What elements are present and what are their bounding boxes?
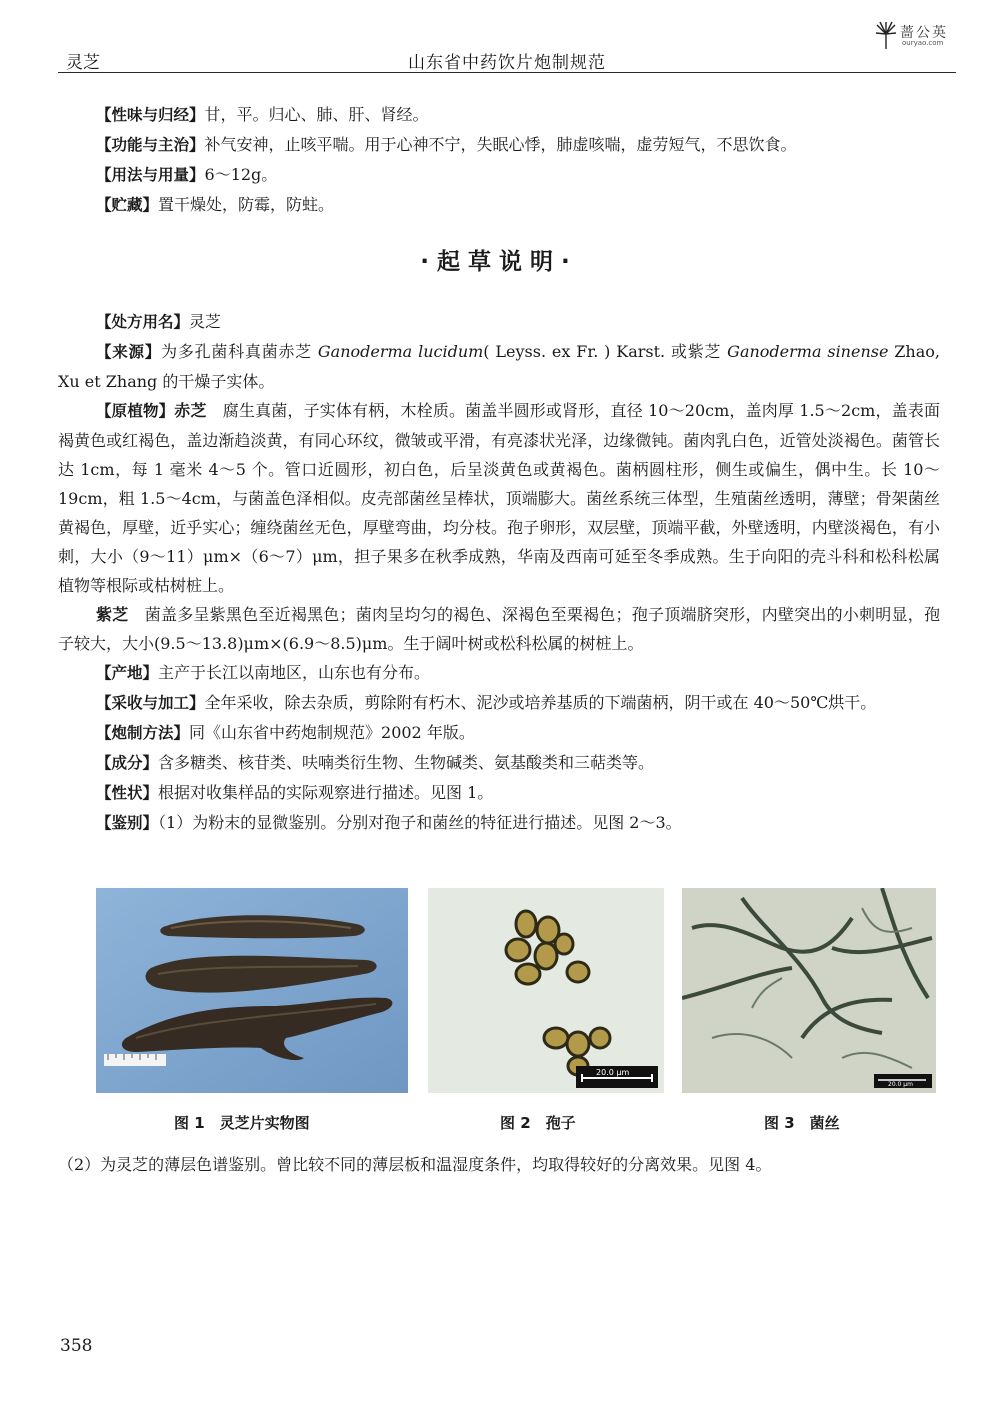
item-harvest: 【采收与加工】全年采收，除去杂质，剪除附有朽木、泥沙或培养基质的下端菌柄，阴干或在 40～50℃烘干。 (96, 693, 877, 712)
page-header (58, 22, 956, 73)
item-taste-meridian: 【性味与归经】甘，平。归心、肺、肝、肾经。 (96, 105, 429, 124)
fig2-scale-label: 20.0 μm (596, 1068, 630, 1077)
item-function: 【功能与主治】补气安神，止咳平喘。用于心神不宁，失眠心悸，肺虚咳喘，虚劳短气，不思饮食。 (96, 135, 797, 154)
figure-row (96, 888, 936, 1098)
item-original-plant-zizhi: 紫芝 菌盖多呈紫黑色至近褐黑色；菌肉呈均匀的褐色、深褐色至栗褐色；孢子顶端脐突形，内壁突出的小刺明显，孢子较大，大小(9.5～13.8)μm×(6.9～8.5)μm。生于阔叶树或松科松属的树桩上。 (58, 605, 940, 653)
tlc-paragraph: （2）为灵芝的薄层色谱鉴别。曾比较不同的薄层板和温湿度条件，均取得较好的分离效果。见图 4。 (58, 1155, 772, 1174)
caption-figure-2: 图 2 孢子 (500, 1114, 576, 1132)
item-original-plant: 【原植物】赤芝 腐生真菌，子实体有柄，木栓质。菌盖半圆形或肾形，直径 10～20cm，盖肉厚 1.5～2cm，盖表面褐黄色或红褐色，盖边渐趋淡黄，有同心环纹，微皱或平滑，有亮漆状光泽，边缘微钝。菌肉乳白色，近管处淡褐色。菌管长达 1cm，每 1 毫米 4～5 个。管口近圆形，初白色，后呈淡黄色或黄褐色。菌柄圆柱形，侧生或偏生，偶中生。长 10～19cm，粗 1.5～4cm，与菌盖色泽相似。皮壳部菌丝呈棒状，顶端膨大。菌丝系统三体型，生殖菌丝透明，薄壁；骨架菌丝黄褐色，厚壁，近乎实心；缠绕菌丝无色，厚壁弯曲，均分枝。孢子卵形，双层壁，顶端平截，外壁透明，内壁淡褐色，有小刺，大小（9～11）μm×（6～7）μm，担子果多在秋季成熟，华南及西南可延至冬季成熟。生于向阳的壳斗科和松科松属植物等根际或枯树桩上。 (58, 401, 940, 595)
dandelion-icon (874, 20, 898, 50)
figure-captions (96, 1112, 936, 1136)
caption-figure-1: 图 1 灵芝片实物图 (174, 1114, 310, 1132)
figure-2-spores (428, 888, 664, 1093)
figure-3-hyphae (682, 888, 936, 1093)
caption-figure-3: 图 3 菌丝 (764, 1114, 840, 1132)
main-content (58, 100, 940, 838)
item-storage: 【贮藏】置干燥处，防霉，防蛀。 (96, 195, 335, 214)
section-title: ·起草说明· (420, 249, 578, 275)
item-origin: 【产地】主产于长江以南地区，山东也有分布。 (96, 663, 431, 682)
logo-name: 蔷公英 (900, 25, 948, 41)
logo-url: ouryao.com (902, 39, 944, 47)
publisher-logo (874, 20, 954, 52)
page-number: 358 (60, 1336, 93, 1356)
fig3-scale-label: 20.0 μm (888, 1081, 913, 1088)
item-components: 【成分】含多糖类、核苷类、呋喃类衍生物、生物碱类、氨基酸类和三萜类等。 (96, 753, 655, 772)
item-identification: 【鉴别】（1）为粉末的显微鉴别。分别对孢子和菌丝的特征进行描述。见图 2～3。 (96, 813, 682, 832)
item-source: 【来源】为多孔菌科真菌赤芝 Ganoderma lucidum( Leyss. ex Fr. ) Karst. 或紫芝 Ganoderma sinense Zhao, Xu et Zhang 的干燥子实体。 (58, 342, 940, 391)
header-book-title: 山东省中药饮片炮制规范 (408, 53, 606, 73)
figure-1-ganoderma-slices (96, 888, 408, 1093)
item-dosage: 【用法与用量】6～12g。 (96, 165, 278, 184)
item-processing-method: 【炮制方法】同《山东省中药炮制规范》2002 年版。 (96, 723, 475, 742)
item-traits: 【性状】根据对收集样品的实际观察进行描述。见图 1。 (96, 783, 494, 802)
item-prescription-name: 【处方用名】灵芝 (96, 312, 222, 331)
header-left-title: 灵芝 (66, 53, 100, 73)
